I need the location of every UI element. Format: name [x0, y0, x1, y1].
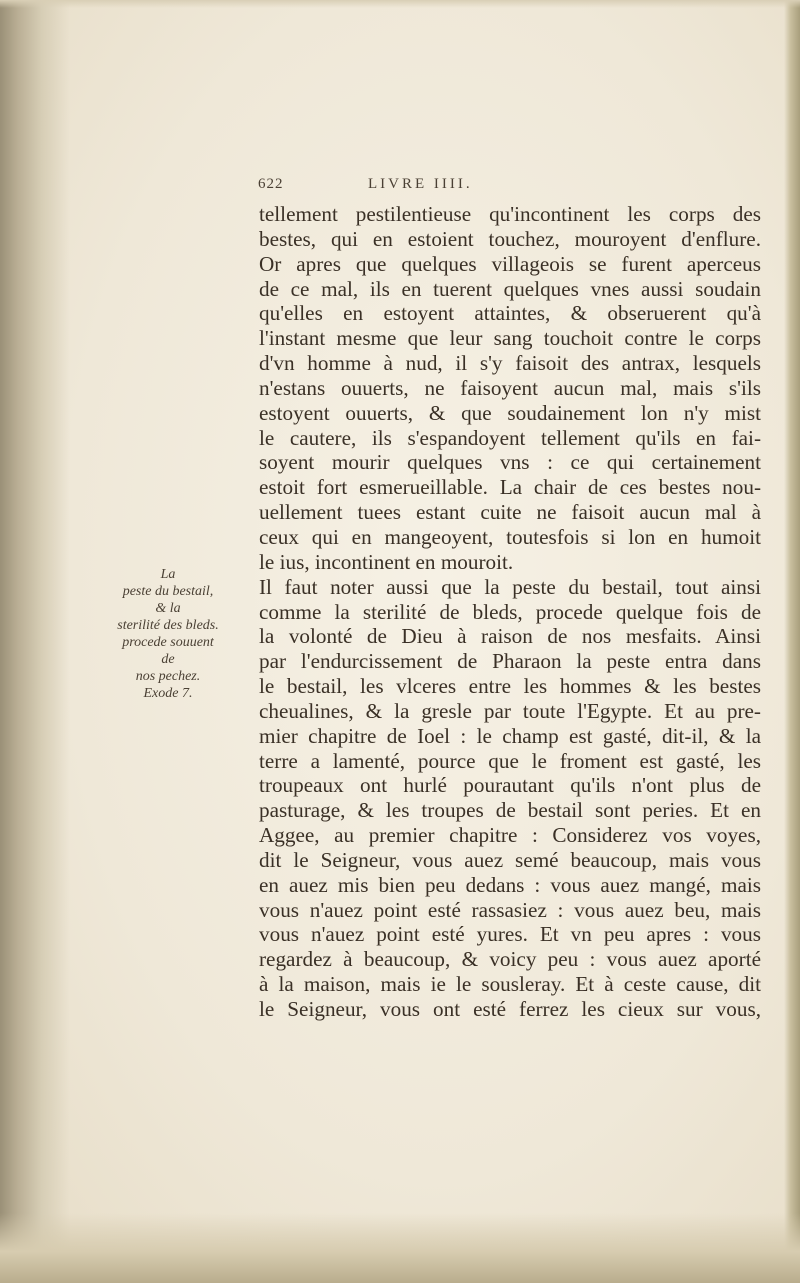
text-line: ceux qui en mangeoyent, toutesfois si lon en humoit [259, 524, 761, 549]
text-line: le bestail, les vlceres entre les hommes & les bestes [259, 674, 761, 699]
text-line: pasturage, & les troupes de bestail sont peries. Et en [259, 798, 761, 823]
text-line: terre a lamenté, pource que le froment est gasté, les [259, 748, 761, 773]
text-line: Or apres que quelques villageois se furent aperceus [259, 251, 761, 276]
text-line: comme la sterilité de bleds, procede quelque fois de [259, 599, 761, 624]
text-line: vous n'auez point esté yures. Et vn peu apres : vous [259, 922, 761, 947]
page-right-edge [784, 0, 800, 1283]
text-line: cheualines, & la gresle par toute l'Egypte. Et au pre- [259, 698, 761, 723]
text-line: d'vn homme à nud, il s'y faisoit des antrax, lesquels [259, 351, 761, 376]
text-line: estoyent ouuerts, & que soudainement lon n'y mist [259, 400, 761, 425]
text-line: de ce mal, ils en tuerent quelques vnes aussi soudain [259, 276, 761, 301]
text-line: le cautere, ils s'espandoyent tellement qu'ils en fai- [259, 425, 761, 450]
folio-number: 622 [258, 176, 284, 192]
body-text [259, 202, 761, 1022]
text-line: le ius, incontinent en mouroit. [259, 549, 514, 574]
marginal-note-line: peste du bestail, [122, 584, 214, 599]
text-line: la volonté de Dieu à raison de nos mesfaits. Ainsi [259, 624, 761, 649]
text-line: troupeaux ont hurlé pourautant qu'ils n'ont plus de [259, 773, 761, 798]
page-gutter-shadow [0, 0, 70, 1283]
text-line: à la maison, mais ie le sousleray. Et à ceste cause, dit [259, 972, 761, 997]
marginal-note-line: sterilité des bleds. [117, 618, 219, 633]
text-line: soyent mourir quelques vns : ce qui certainement [259, 450, 761, 475]
marginal-note [98, 566, 238, 702]
text-line: dit le Seigneur, vous auez semé beaucoup, mais vous [259, 847, 761, 872]
text-line: estoit fort esmerueillable. La chair de ces bestes nou- [259, 475, 761, 500]
marginal-note-line: Exode 7. [143, 686, 193, 701]
text-line: Il faut noter aussi que la peste du bestail, tout ainsi [259, 574, 761, 599]
text-line: Aggee, au premier chapitre : Considerez vos voyes, [259, 823, 761, 848]
running-title: LIVRE IIII. [368, 176, 473, 192]
text-line: qu'elles en estoyent attaintes, & obseruerent qu'à [259, 301, 761, 326]
text-line: tellement pestilentieuse qu'incontinent les corps des [259, 202, 761, 226]
page-bottom-edge [0, 1213, 800, 1283]
marginal-note-line: de [161, 652, 175, 667]
marginal-note-line: & la [155, 601, 181, 616]
text-line: mier chapitre de Ioel : le champ est gasté, dit-il, & la [259, 723, 761, 748]
text-line: vous n'auez point esté rassasiez : vous auez beu, mais [259, 897, 761, 922]
text-line: par l'endurcissement de Pharaon la peste entra dans [259, 649, 761, 674]
text-line: n'estans ouuerts, ne faisoyent aucun mal, mais s'ils [259, 375, 761, 400]
marginal-note-line: nos pechez. [135, 669, 201, 684]
text-line: bestes, qui en estoient touchez, mouroyent d'enflure. [259, 226, 761, 251]
text-line: uellement tuees estant cuite ne faisoit aucun mal à [259, 500, 761, 525]
marginal-note-line: procede souuent [122, 635, 214, 650]
text-line: regardez à beaucoup, & voicy peu : vous auez aporté [259, 947, 761, 972]
marginal-note-line: La [160, 567, 176, 582]
text-line: l'instant mesme que leur sang touchoit contre le corps [259, 326, 761, 351]
text-line: en auez mis bien peu dedans : vous auez mangé, mais [259, 872, 761, 897]
page-top-edge [0, 0, 800, 8]
text-line: le Seigneur, vous ont esté ferrez les cieux sur vous, [259, 997, 761, 1021]
